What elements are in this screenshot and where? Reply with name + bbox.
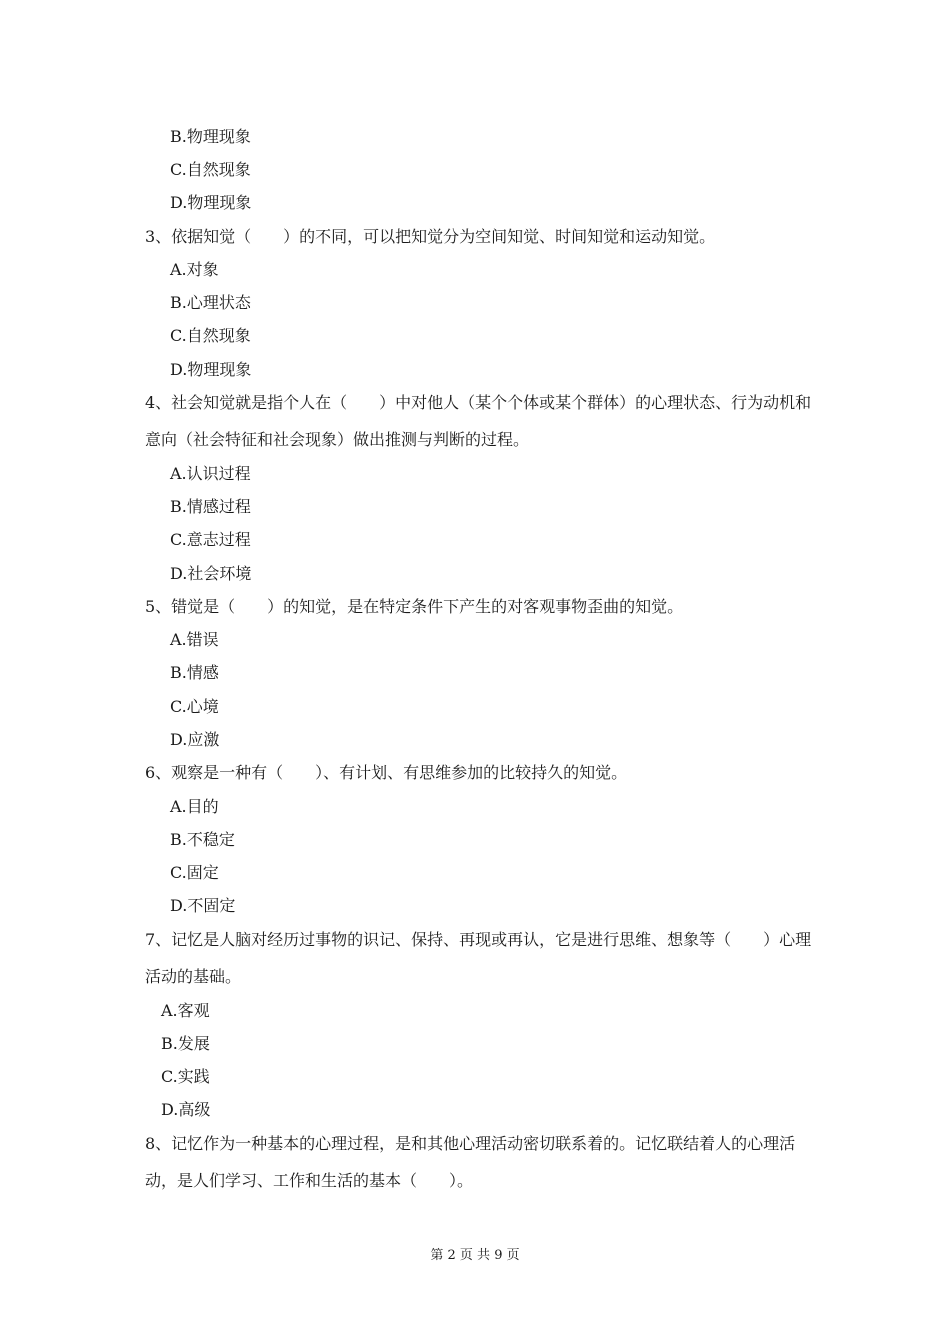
question-4-option-B: B.情感过程 bbox=[170, 497, 251, 516]
question-5-option-B: B.情感 bbox=[170, 663, 219, 682]
question-3-option-C: C.自然现象 bbox=[170, 326, 251, 345]
page-footer: 第 2 页 共 9 页 bbox=[430, 1248, 520, 1263]
question-6-text: 6、观察是一种有（ ）、有计划、有思维参加的比较持久的知觉。 bbox=[145, 763, 628, 782]
option-C: C.自然现象 bbox=[170, 160, 251, 179]
question-7-text-line-2: 活动的基础。 bbox=[145, 967, 242, 986]
question-6-option-D: D.不固定 bbox=[170, 896, 236, 915]
question-6-option-C: C.固定 bbox=[170, 863, 219, 882]
option-B: B.物理现象 bbox=[170, 127, 251, 146]
question-7-option-C: C.实践 bbox=[161, 1067, 210, 1086]
question-8-text-line-1: 8、记忆作为一种基本的心理过程，是和其他心理活动密切联系着的。记忆联结着人的心理活 bbox=[145, 1134, 796, 1153]
question-4-option-D: D.社会环境 bbox=[170, 564, 252, 583]
question-5-option-A: A.错误 bbox=[170, 630, 219, 649]
question-6-option-A: A.目的 bbox=[170, 797, 219, 816]
question-7-option-D: D.高级 bbox=[161, 1100, 211, 1119]
question-7-text-line-1: 7、记忆是人脑对经历过事物的识记、保持、再现或再认，它是进行思维、想象等（ ）心理 bbox=[145, 930, 812, 949]
question-4-text-line-2: 意向（社会特征和社会现象）做出推测与判断的过程。 bbox=[145, 430, 530, 449]
question-3-text: 3、依据知觉（ ）的不同，可以把知觉分为空间知觉、时间知觉和运动知觉。 bbox=[145, 227, 716, 246]
question-7-option-B: B.发展 bbox=[161, 1034, 210, 1053]
question-3-option-B: B.心理状态 bbox=[170, 293, 251, 312]
question-4-text-line-1: 4、社会知觉就是指个人在（ ）中对他人（某个个体或某个群体）的心理状态、行为动机和 bbox=[145, 393, 812, 412]
question-4-option-C: C.意志过程 bbox=[170, 530, 251, 549]
question-3-option-D: D.物理现象 bbox=[170, 360, 252, 379]
question-7-option-A: A.客观 bbox=[161, 1001, 210, 1020]
question-4-option-A: A.认识过程 bbox=[170, 464, 251, 483]
question-6-option-B: B.不稳定 bbox=[170, 830, 235, 849]
question-8-text-line-2: 动，是人们学习、工作和生活的基本（ ）。 bbox=[145, 1171, 474, 1190]
option-D: D.物理现象 bbox=[170, 193, 252, 212]
question-5-option-D: D.应激 bbox=[170, 730, 220, 749]
question-5-option-C: C.心境 bbox=[170, 697, 219, 716]
question-5-text: 5、错觉是（ ）的知觉，是在特定条件下产生的对客观事物歪曲的知觉。 bbox=[145, 597, 684, 616]
question-3-option-A: A.对象 bbox=[170, 260, 219, 279]
